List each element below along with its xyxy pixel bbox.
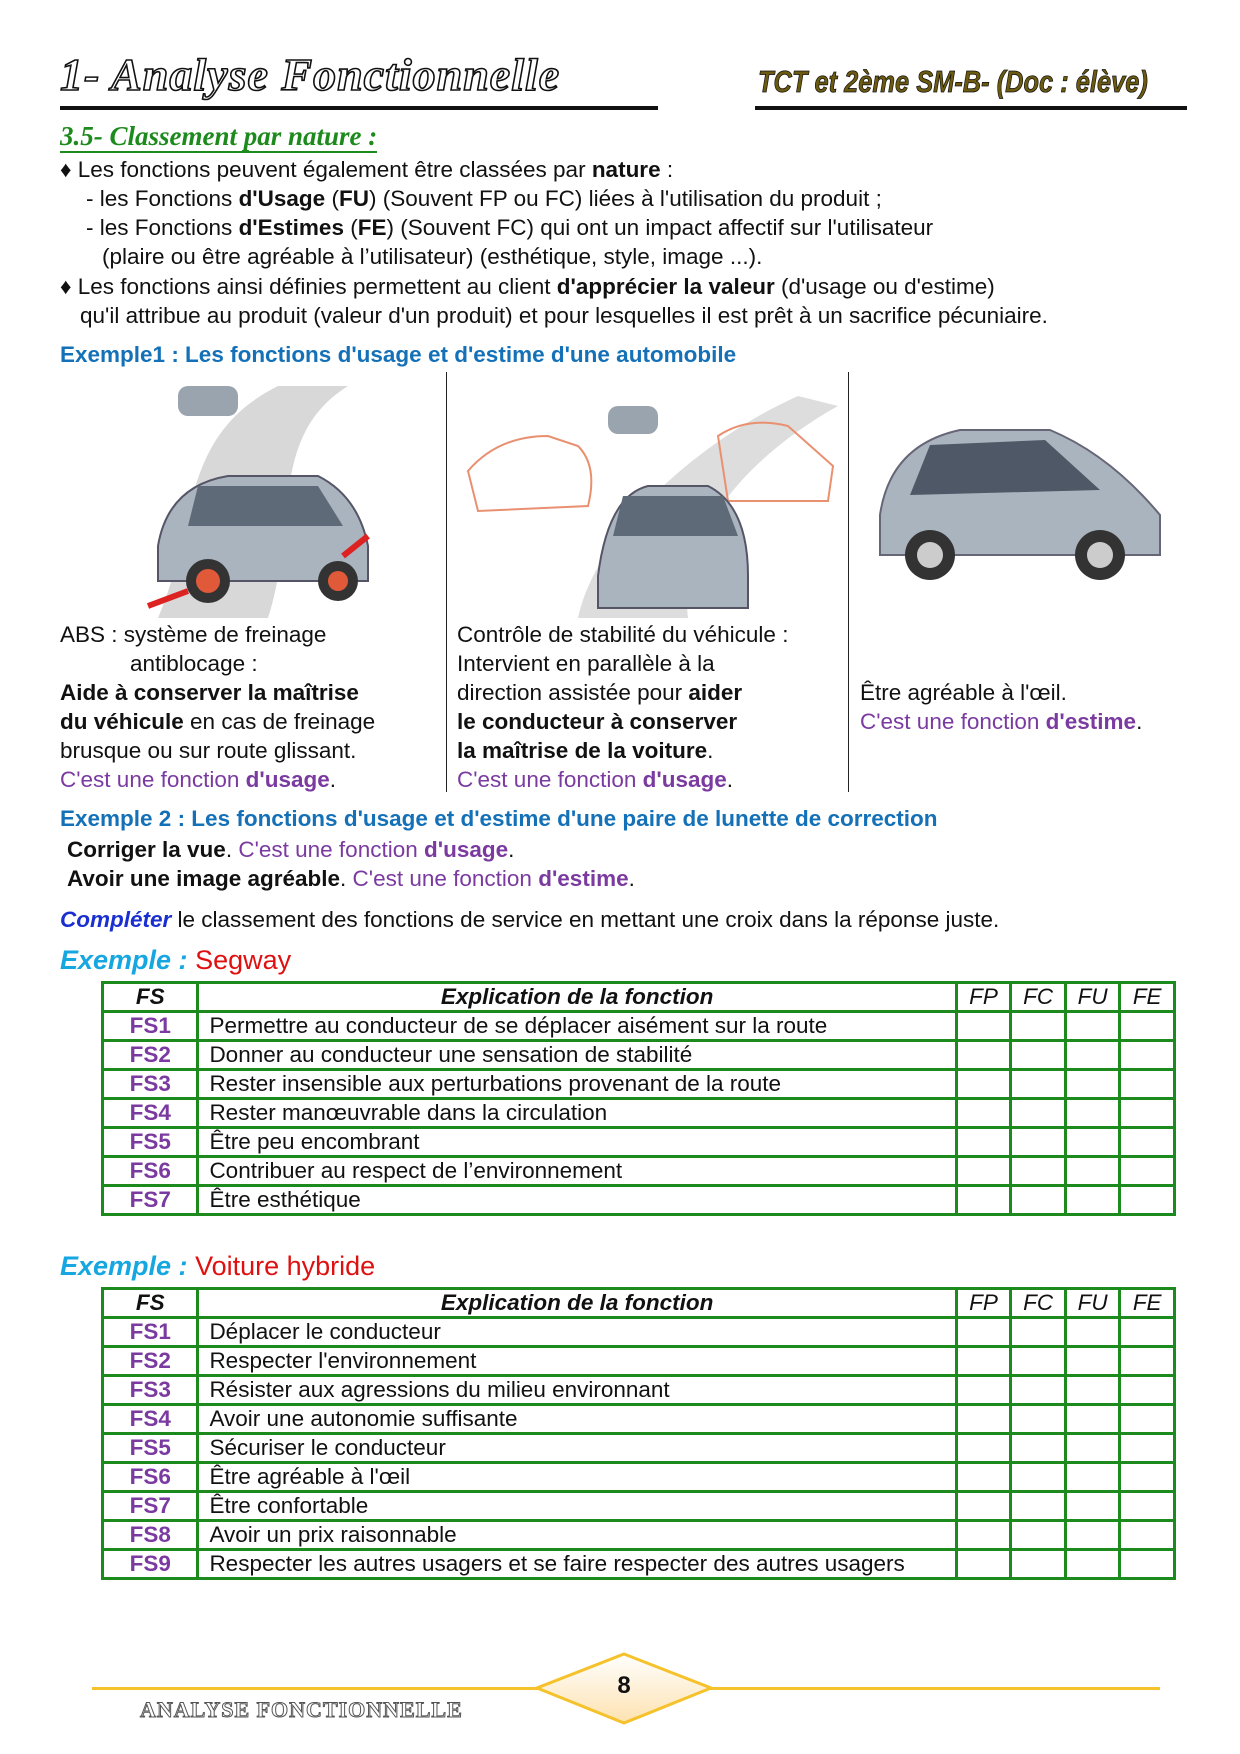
- function-id: FS3: [103, 1070, 198, 1099]
- stability-car-image: [458, 376, 838, 618]
- example2-title: Exemple 2 : Les fonctions d'usage et d'estime d'une paire de lunette de correction: [60, 806, 938, 831]
- function-id: FS5: [103, 1434, 198, 1463]
- fp-checkbox-cell[interactable]: [956, 1041, 1011, 1070]
- table-row: [103, 1012, 1175, 1041]
- abs-car-image: [118, 376, 378, 618]
- fp-checkbox-cell[interactable]: [956, 1521, 1011, 1550]
- fe-checkbox-cell[interactable]: [1120, 1318, 1175, 1347]
- table-row: [103, 1318, 1175, 1347]
- table-row: [103, 1186, 1175, 1215]
- table-row: [103, 1157, 1175, 1186]
- bullet-icon: ♦: [60, 157, 72, 182]
- fu-checkbox-cell[interactable]: [1065, 1099, 1120, 1128]
- page-title: 1- Analyse Fonctionnelle: [60, 49, 561, 100]
- table-row: [103, 1434, 1175, 1463]
- column-header: FC: [1011, 1289, 1066, 1318]
- intro-line-1: ♦ Les fonctions peuvent également être classées par nature :: [60, 157, 674, 182]
- segway-example-label: Exemple : Segway: [60, 945, 292, 975]
- fc-checkbox-cell[interactable]: [1011, 1186, 1066, 1215]
- function-description: Respecter l'environnement: [198, 1347, 956, 1376]
- fc-checkbox-cell[interactable]: [1011, 1492, 1066, 1521]
- fu-checkbox-cell[interactable]: [1065, 1405, 1120, 1434]
- fp-checkbox-cell[interactable]: [956, 1463, 1011, 1492]
- segway-function-table: [101, 981, 1176, 1216]
- column-header: Explication de la fonction: [198, 983, 956, 1012]
- fc-checkbox-cell[interactable]: [1011, 1434, 1066, 1463]
- fp-checkbox-cell[interactable]: [956, 1492, 1011, 1521]
- fc-checkbox-cell[interactable]: [1011, 1463, 1066, 1492]
- section-title: 3.5- Classement par nature :: [60, 121, 378, 151]
- function-description: Contribuer au respect de l’environnement: [198, 1157, 956, 1186]
- fp-checkbox-cell[interactable]: [956, 1186, 1011, 1215]
- instruction: Compléter le classement des fonctions de service en mettant une croix dans la réponse juste.: [60, 907, 1000, 932]
- function-description: Donner au conducteur une sensation de stabilité: [198, 1041, 956, 1070]
- column-header: FU: [1065, 1289, 1120, 1318]
- subtitle-underline: [755, 106, 1187, 110]
- example1-title: Exemple1 : Les fonctions d'usage et d'estime d'une automobile: [60, 342, 737, 367]
- fc-checkbox-cell[interactable]: [1011, 1012, 1066, 1041]
- function-description: Rester insensible aux perturbations provenant de la route: [198, 1070, 956, 1099]
- abs-caption: ABS : système de freinage antiblocage : Aide à conserver la maîtrise du véhicule en cas de freinage brusque ou sur route glissant. C'est une fonction d'usage.: [60, 622, 376, 792]
- table-row: [103, 1492, 1175, 1521]
- fc-checkbox-cell[interactable]: [1011, 1405, 1066, 1434]
- fu-checkbox-cell[interactable]: [1065, 1463, 1120, 1492]
- table-row: [103, 1405, 1175, 1434]
- function-description: Déplacer le conducteur: [198, 1318, 956, 1347]
- function-id: FS6: [103, 1157, 198, 1186]
- fe-checkbox-cell[interactable]: [1120, 1012, 1175, 1041]
- title-underline: [60, 106, 658, 110]
- column-header: FP: [956, 983, 1011, 1012]
- page-number: 8: [617, 1672, 631, 1699]
- fp-checkbox-cell[interactable]: [956, 1012, 1011, 1041]
- fp-checkbox-cell[interactable]: [956, 1099, 1011, 1128]
- fu-checkbox-cell[interactable]: [1065, 1347, 1120, 1376]
- function-description: Sécuriser le conducteur: [198, 1434, 956, 1463]
- function-description: Permettre au conducteur de se déplacer aisément sur la route: [198, 1012, 956, 1041]
- fe-checkbox-cell[interactable]: [1120, 1463, 1175, 1492]
- function-id: FS7: [103, 1186, 198, 1215]
- intro-line-2: - les Fonctions d'Usage (FU) (Souvent FP ou FC) liées à l'utilisation du produit ;: [86, 186, 882, 211]
- hybrid-function-table: [101, 1287, 1176, 1580]
- fp-checkbox-cell[interactable]: [956, 1405, 1011, 1434]
- fe-checkbox-cell[interactable]: [1120, 1434, 1175, 1463]
- fc-checkbox-cell[interactable]: [1011, 1521, 1066, 1550]
- fu-checkbox-cell[interactable]: [1065, 1550, 1120, 1579]
- function-description: Être esthétique: [198, 1186, 956, 1215]
- fp-checkbox-cell[interactable]: [956, 1128, 1011, 1157]
- fc-checkbox-cell[interactable]: [1011, 1128, 1066, 1157]
- hybrid-car-image: [870, 405, 1170, 585]
- fc-checkbox-cell[interactable]: [1011, 1347, 1066, 1376]
- fc-checkbox-cell[interactable]: [1011, 1041, 1066, 1070]
- fu-checkbox-cell[interactable]: [1065, 1186, 1120, 1215]
- fe-checkbox-cell[interactable]: [1120, 1405, 1175, 1434]
- example2-line-2: Avoir une image agréable. C'est une fonction d'estime.: [67, 866, 635, 891]
- function-id: FS1: [103, 1318, 198, 1347]
- fu-checkbox-cell[interactable]: [1065, 1157, 1120, 1186]
- fu-checkbox-cell[interactable]: [1065, 1492, 1120, 1521]
- function-description: Avoir une autonomie suffisante: [198, 1405, 956, 1434]
- fu-checkbox-cell[interactable]: [1065, 1128, 1120, 1157]
- function-description: Rester manœuvrable dans la circulation: [198, 1099, 956, 1128]
- function-id: FS1: [103, 1012, 198, 1041]
- column-divider: [446, 372, 447, 792]
- intro-line-3: - les Fonctions d'Estimes (FE) (Souvent FC) qui ont un impact affectif sur l'utilisateur: [86, 215, 934, 240]
- function-id: FS4: [103, 1099, 198, 1128]
- fp-checkbox-cell[interactable]: [956, 1376, 1011, 1405]
- aesthetic-caption: Être agréable à l'œil. C'est une fonction d'estime.: [860, 680, 1143, 734]
- stability-caption: Contrôle de stabilité du véhicule : Intervient en parallèle à la direction assistée pour aider le conducteur à conserver la maîtrise de la voiture. C'est une fonction d'usage.: [457, 622, 789, 792]
- fp-checkbox-cell[interactable]: [956, 1157, 1011, 1186]
- fu-checkbox-cell[interactable]: [1065, 1376, 1120, 1405]
- function-id: FS2: [103, 1041, 198, 1070]
- table-row: [103, 1550, 1175, 1579]
- table-header-row: [103, 983, 1175, 1012]
- table-row: [103, 1521, 1175, 1550]
- function-id: FS4: [103, 1405, 198, 1434]
- column-header: FE: [1120, 1289, 1175, 1318]
- function-id: FS6: [103, 1463, 198, 1492]
- function-id: FS9: [103, 1550, 198, 1579]
- table-header-row: [103, 1289, 1175, 1318]
- intro-line-4: (plaire ou être agréable à l’utilisateur) (esthétique, style, image ...).: [102, 244, 763, 269]
- fp-checkbox-cell[interactable]: [956, 1550, 1011, 1579]
- fc-checkbox-cell[interactable]: [1011, 1157, 1066, 1186]
- fc-checkbox-cell[interactable]: [1011, 1099, 1066, 1128]
- fu-checkbox-cell[interactable]: [1065, 1318, 1120, 1347]
- function-description: Être agréable à l'œil: [198, 1463, 956, 1492]
- column-header: FS: [103, 1289, 198, 1318]
- page-subtitle: TCT et 2ème SM-B- (Doc : élève): [758, 64, 1148, 99]
- bullet-icon: ♦: [60, 274, 72, 299]
- fc-checkbox-cell[interactable]: [1011, 1318, 1066, 1347]
- function-id: FS3: [103, 1376, 198, 1405]
- fe-checkbox-cell[interactable]: [1120, 1521, 1175, 1550]
- fe-checkbox-cell[interactable]: [1120, 1376, 1175, 1405]
- column-header: FU: [1065, 983, 1120, 1012]
- fc-checkbox-cell[interactable]: [1011, 1550, 1066, 1579]
- table-row: [103, 1041, 1175, 1070]
- footer-text: ANALYSE FONCTIONNELLE: [140, 1697, 463, 1722]
- table-row: [103, 1070, 1175, 1099]
- table-row: [103, 1376, 1175, 1405]
- column-header: FS: [103, 983, 198, 1012]
- fe-checkbox-cell[interactable]: [1120, 1550, 1175, 1579]
- fe-checkbox-cell[interactable]: [1120, 1157, 1175, 1186]
- function-id: FS7: [103, 1492, 198, 1521]
- fp-checkbox-cell[interactable]: [956, 1318, 1011, 1347]
- fu-checkbox-cell[interactable]: [1065, 1070, 1120, 1099]
- function-description: Résister aux agressions du milieu environnant: [198, 1376, 956, 1405]
- function-description: Être confortable: [198, 1492, 956, 1521]
- intro-line-6: qu'il attribue au produit (valeur d'un produit) et pour lesquelles il est prêt à un sacrifice pécuniaire.: [80, 303, 1048, 328]
- function-id: FS5: [103, 1128, 198, 1157]
- column-header: FE: [1120, 983, 1175, 1012]
- column-header: FC: [1011, 983, 1066, 1012]
- fu-checkbox-cell[interactable]: [1065, 1434, 1120, 1463]
- fc-checkbox-cell[interactable]: [1011, 1070, 1066, 1099]
- table-row: [103, 1347, 1175, 1376]
- fu-checkbox-cell[interactable]: [1065, 1012, 1120, 1041]
- table-row: [103, 1128, 1175, 1157]
- fe-checkbox-cell[interactable]: [1120, 1041, 1175, 1070]
- fp-checkbox-cell[interactable]: [956, 1347, 1011, 1376]
- function-id: FS2: [103, 1347, 198, 1376]
- hybrid-example-label: Exemple : Voiture hybride: [60, 1251, 376, 1281]
- column-divider: [848, 372, 849, 792]
- table-row: [103, 1463, 1175, 1492]
- function-id: FS8: [103, 1521, 198, 1550]
- function-description: Avoir un prix raisonnable: [198, 1521, 956, 1550]
- fe-checkbox-cell[interactable]: [1120, 1099, 1175, 1128]
- fu-checkbox-cell[interactable]: [1065, 1041, 1120, 1070]
- fe-checkbox-cell[interactable]: [1120, 1128, 1175, 1157]
- fe-checkbox-cell[interactable]: [1120, 1186, 1175, 1215]
- function-description: Être peu encombrant: [198, 1128, 956, 1157]
- function-description: Respecter les autres usagers et se faire respecter des autres usagers: [198, 1550, 956, 1579]
- fc-checkbox-cell[interactable]: [1011, 1376, 1066, 1405]
- column-header: Explication de la fonction: [198, 1289, 956, 1318]
- column-header: FP: [956, 1289, 1011, 1318]
- example2-line-1: Corriger la vue. C'est une fonction d'usage.: [67, 837, 515, 862]
- fe-checkbox-cell[interactable]: [1120, 1347, 1175, 1376]
- fu-checkbox-cell[interactable]: [1065, 1521, 1120, 1550]
- fe-checkbox-cell[interactable]: [1120, 1492, 1175, 1521]
- fe-checkbox-cell[interactable]: [1120, 1070, 1175, 1099]
- fp-checkbox-cell[interactable]: [956, 1070, 1011, 1099]
- intro-line-5: ♦ Les fonctions ainsi définies permettent au client d'apprécier la valeur (d'usage ou d'estime): [60, 274, 995, 299]
- table-row: [103, 1099, 1175, 1128]
- fp-checkbox-cell[interactable]: [956, 1434, 1011, 1463]
